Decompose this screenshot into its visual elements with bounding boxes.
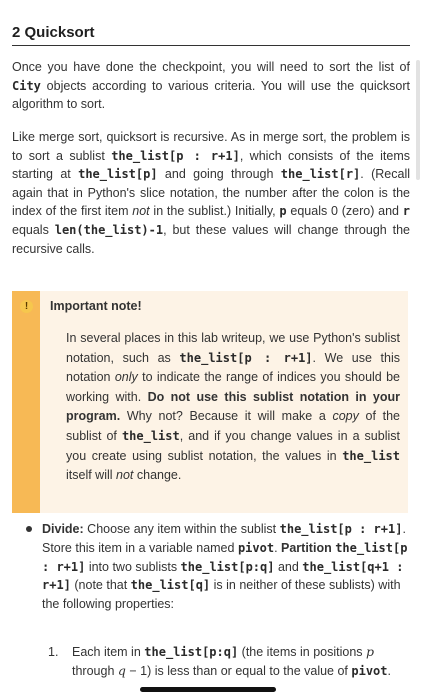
emphasis: copy	[332, 409, 359, 424]
text-run: equals	[12, 222, 55, 237]
important-note-callout	[12, 291, 408, 513]
emphasis: only	[114, 370, 138, 385]
text-run: (note that	[70, 578, 131, 593]
scrollbar[interactable]	[416, 60, 420, 180]
inline-code: the_list[p:q]	[180, 559, 275, 574]
intro-paragraph	[12, 58, 410, 114]
text-run: In several places in this lab writeup, we use Python's sublist notation, such as	[66, 331, 400, 365]
inline-code: the_list	[342, 448, 400, 463]
list-number: 1.	[48, 645, 59, 659]
note-title: Important note!	[50, 299, 142, 313]
text-run: − 1) is less than or equal to the value of	[125, 663, 352, 678]
inline-code: the_list[q]	[130, 578, 211, 593]
inline-code: p	[279, 204, 287, 219]
text-run: itself will	[66, 468, 117, 483]
text-run: .	[274, 540, 282, 555]
inline-code: the_list[q+1 : r+1]	[42, 559, 404, 593]
text-run: through	[72, 663, 118, 678]
text-run: (the items in positions	[238, 645, 367, 659]
inline-code: pivot	[351, 663, 388, 678]
text-run: and going through	[157, 167, 281, 182]
inline-code: r	[402, 204, 410, 219]
inline-code: the_list[p : r+1]	[42, 540, 408, 574]
recursion-paragraph	[12, 128, 410, 258]
text-run: .	[387, 663, 391, 678]
bold-text: Divide:	[42, 522, 84, 536]
note-body	[66, 329, 400, 486]
text-run: . (Recall again that in Python's slice notation, the number after the colon is the index of the first item	[12, 167, 410, 219]
text-run: Once you have done the checkpoint, you will need to sort the list of	[12, 60, 410, 74]
math-variable: q	[117, 662, 126, 678]
text-run: is in neither of these sublists) with the following properties:	[42, 578, 401, 612]
warning-icon: !	[20, 300, 33, 313]
text-run: into two sublists	[85, 559, 181, 574]
text-run: to indicate the range of indices you should be working with.	[66, 370, 400, 404]
section-heading: 2 Quicksort	[12, 24, 410, 46]
text-run: , which consists of the items starting at	[12, 148, 410, 182]
math-variable: p	[366, 644, 375, 659]
text-run: , but these values will change through the recursive calls.	[12, 222, 411, 256]
bold-text: Partition	[281, 540, 332, 555]
home-indicator[interactable]	[140, 687, 276, 692]
inline-code: pivot	[237, 540, 275, 555]
emphasis: not	[132, 204, 150, 219]
inline-code: the_list[p:q]	[144, 645, 239, 659]
divide-list-item	[42, 520, 408, 614]
text-run: Like merge sort, quicksort is recursive. As in merge sort, the problem is to sort a sublist	[12, 130, 410, 163]
inline-code: len(the_list)-1	[54, 222, 164, 237]
text-run: Choose any item within the sublist	[83, 522, 280, 536]
text-run: change.	[133, 468, 182, 483]
inline-code: the_list[r]	[280, 167, 361, 182]
text-run: equals 0 (zero) and	[286, 204, 403, 219]
text-run: of the sublist of	[66, 409, 400, 443]
text-run: and	[274, 559, 303, 574]
text-run: Each item in	[72, 645, 145, 659]
inline-code: the_list[p : r+1]	[279, 522, 403, 536]
inline-code: the_list[p : r+1]	[179, 350, 313, 365]
text-run: . Store this item in a variable named	[42, 522, 406, 555]
text-run: Why not? Because it will make a	[120, 409, 333, 424]
emphasis: not	[116, 468, 134, 483]
text-run: in the sublist.) Initially,	[149, 204, 280, 219]
bullet-dot	[26, 526, 32, 532]
bold-text: Do not use this sublist notation in your program.	[66, 389, 400, 424]
inline-code: the_list	[121, 428, 180, 443]
inline-code: the_list[p : r+1]	[111, 148, 240, 163]
inline-code: the_list[p]	[78, 167, 158, 182]
text-run: . We use this notation	[66, 350, 400, 385]
inline-code: City	[12, 78, 41, 93]
list-item-text	[72, 643, 408, 681]
text-run: , and if you change values in a sublist you create using sublist notation, the values in	[66, 428, 400, 463]
text-run: objects according to various criteria. You will use the quicksort algorithm to sort.	[12, 78, 410, 112]
